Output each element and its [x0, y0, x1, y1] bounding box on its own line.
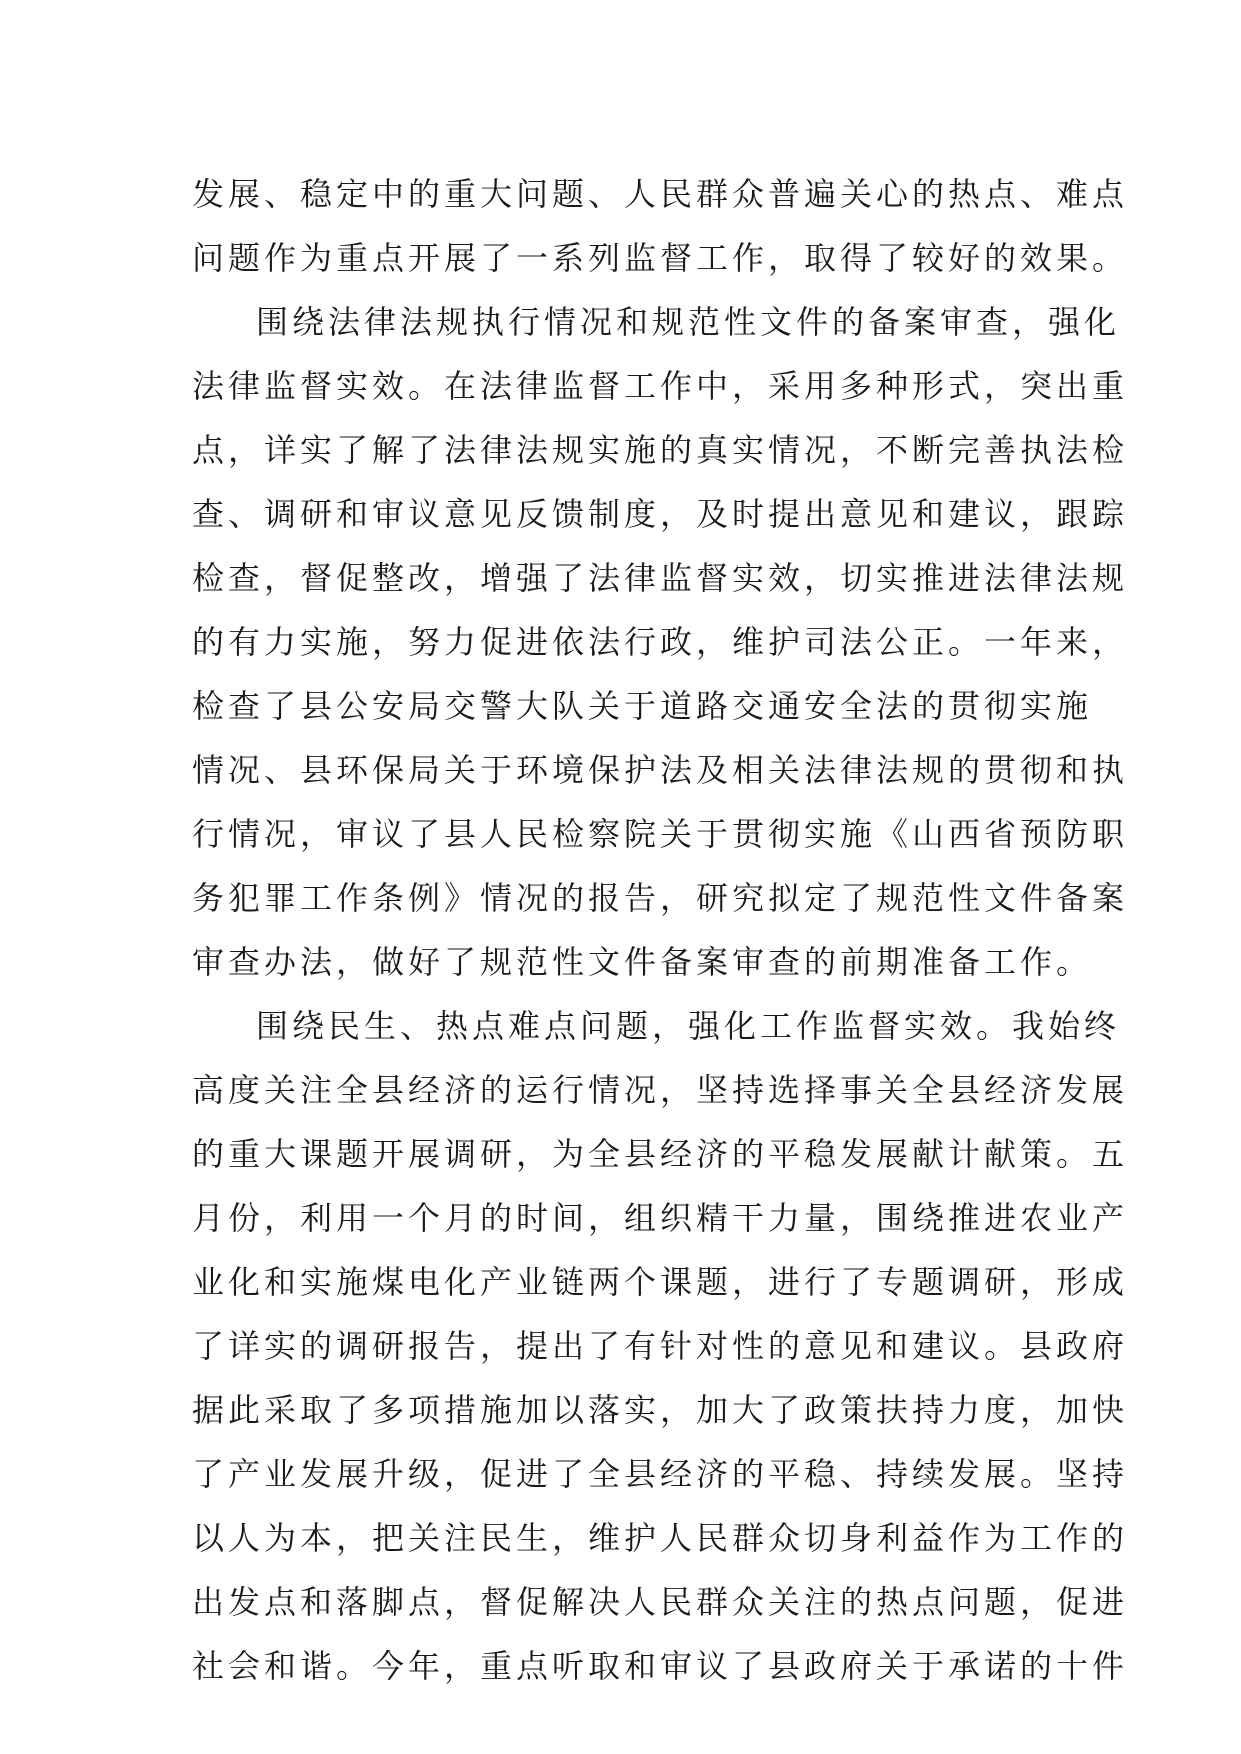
text-line: 发展、稳定中的重大问题、人民群众普遍关心的热点、难点 — [192, 175, 1129, 213]
body-text — [192, 162, 1129, 1698]
text-line: 业化和实施煤电化产业链两个课题，进行了专题调研，形成 — [192, 1263, 1129, 1301]
text-line: 查、调研和审议意见反馈制度，及时提出意见和建议，跟踪 — [192, 495, 1129, 533]
text-line: 检查，督促整改，增强了法律监督实效，切实推进法律法规 — [192, 559, 1129, 597]
text-line: 情况、县环保局关于环境保护法及相关法律法规的贯彻和执 — [192, 751, 1129, 789]
paragraph-start-line: 围绕法律法规执行情况和规范性文件的备案审查，强化 — [256, 303, 1121, 341]
text-line: 的重大课题开展调研，为全县经济的平稳发展献计献策。五 — [192, 1135, 1129, 1173]
text-line: 的有力实施，努力促进依法行政，维护司法公正。一年来， — [192, 623, 1129, 661]
text-line: 出发点和落脚点，督促解决人民群众关注的热点问题，促进 — [192, 1583, 1129, 1621]
text-line: 行情况，审议了县人民检察院关于贯彻实施《山西省预防职 — [192, 815, 1129, 853]
text-line: 月份，利用一个月的时间，组织精干力量，围绕推进农业产 — [192, 1199, 1129, 1237]
text-line: 以人为本，把关注民生，维护人民群众切身利益作为工作的 — [192, 1519, 1129, 1557]
text-line: 了详实的调研报告，提出了有针对性的意见和建议。县政府 — [192, 1327, 1129, 1365]
text-line: 据此采取了多项措施加以落实，加大了政策扶持力度，加快 — [192, 1391, 1129, 1429]
text-line: 点，详实了解了法律法规实施的真实情况，不断完善执法检 — [192, 431, 1129, 469]
text-line: 了产业发展升级，促进了全县经济的平稳、持续发展。坚持 — [192, 1455, 1129, 1493]
text-line: 检查了县公安局交警大队关于道路交通安全法的贯彻实施 — [192, 687, 1093, 725]
paragraph-start-line: 围绕民生、热点难点问题，强化工作监督实效。我始终 — [256, 1007, 1121, 1045]
text-line: 务犯罪工作条例》情况的报告，研究拟定了规范性文件备案 — [192, 879, 1129, 917]
text-line: 法律监督实效。在法律监督工作中，采用多种形式，突出重 — [192, 367, 1129, 405]
text-line: 审查办法，做好了规范性文件备案审查的前期准备工作。 — [192, 943, 1093, 981]
text-line: 问题作为重点开展了一系列监督工作，取得了较好的效果。 — [192, 239, 1129, 277]
text-line: 高度关注全县经济的运行情况，坚持选择事关全县经济发展 — [192, 1071, 1129, 1109]
text-line: 社会和谐。今年，重点听取和审议了县政府关于承诺的十件 — [192, 1647, 1129, 1685]
